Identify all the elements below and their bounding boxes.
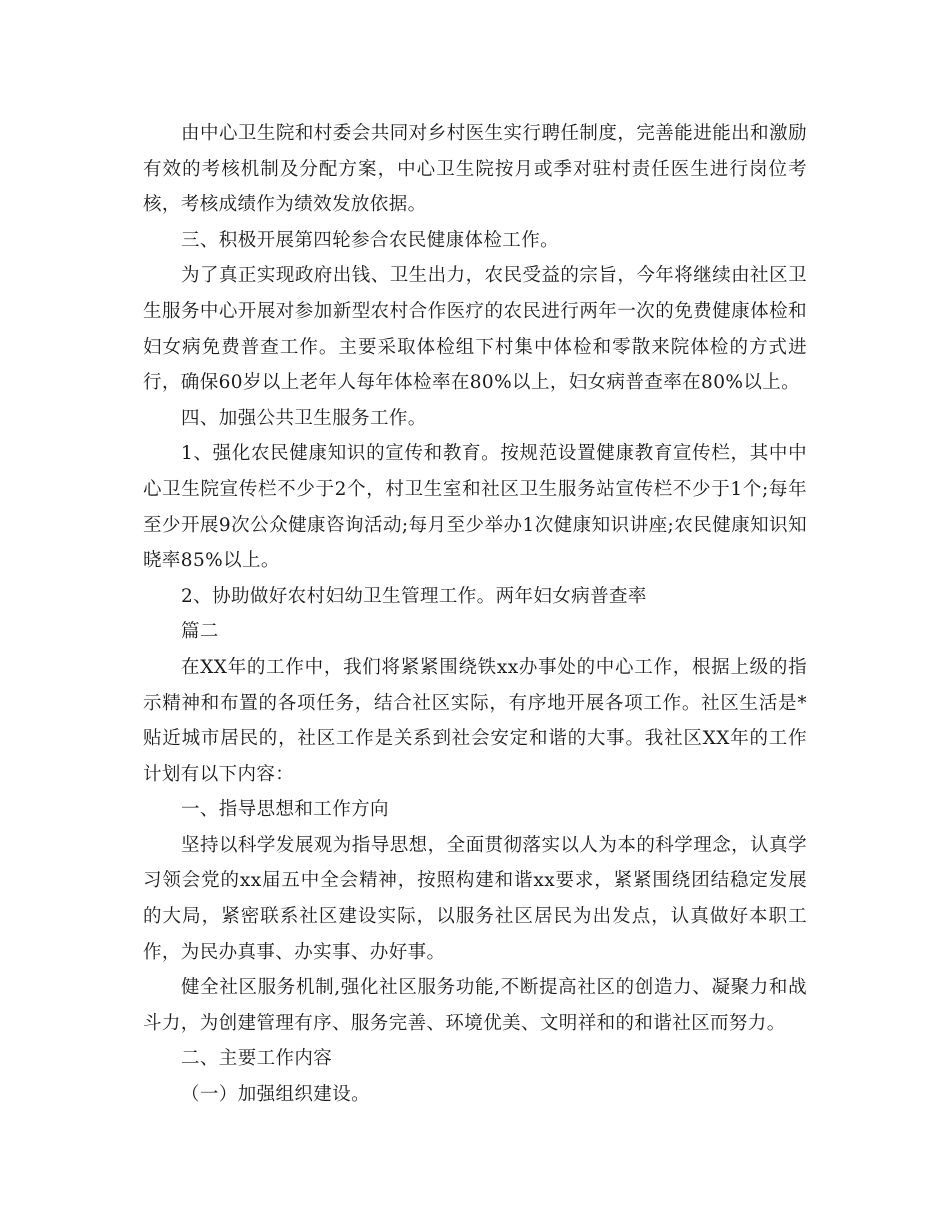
paragraph-service-mechanism: 健全社区服务机制,强化社区服务功能,不断提高社区的创造力、凝聚力和战斗力，为创建管理有序、服务完善、环境优美、文明祥和的和谐社区而努力。 xyxy=(143,977,807,1034)
heading-health-checkup: 三、积极开展第四轮参合农民健康体检工作。 xyxy=(181,229,560,251)
paragraph-health-education: 1、强化农民健康知识的宣传和教育。按规范设置健康教育宣传栏，其中中心卫生院宣传栏不少于2个，村卫生室和社区卫生服务站宣传栏不少于1个;每年至少开展9次公众健康咨询活动;每月至少举办1次健康知识讲座;农民健康知识知晓率85%以上。 xyxy=(143,443,807,572)
paragraph-appointment-system: 由中心卫生院和村委会共同对乡村医生实行聘任制度，完善能进能出和激励有效的考核机制及分配方案，中心卫生院按月或季对驻村责任医生进行岗位考核，考核成绩作为绩效发放依据。 xyxy=(143,123,807,216)
heading-organization: （一）加强组织建设。 xyxy=(181,1084,371,1106)
paragraph-maternal-child: 2、协助做好农村妇幼卫生管理工作。两年妇女病普查率 xyxy=(181,585,647,607)
document-body xyxy=(143,116,807,1113)
heading-main-work: 二、主要工作内容 xyxy=(181,1048,333,1070)
section-title-part-two: 篇二 xyxy=(181,621,219,643)
heading-public-health: 四、加强公共卫生服务工作。 xyxy=(181,407,427,429)
paragraph-guiding-thought: 坚持以科学发展观为指导思想，全面贯彻落实以人为本的科学理念，认真学习领会党的xx届五中全会精神，按照构建和谐xx要求，紧紧围绕团结稳定发展的大局，紧密联系社区建设实际，以服务社区居民为出发点，认真做好本职工作，为民办真事、办实事、办好事。 xyxy=(143,834,807,963)
heading-guiding-thought: 一、指导思想和工作方向 xyxy=(181,799,389,821)
paragraph-health-checkup: 为了真正实现政府出钱、卫生出力，农民受益的宗旨，今年将继续由社区卫生服务中心开展对参加新型农村合作医疗的农民进行两年一次的免费健康体检和妇女病免费普查工作。主要采取体检组下村集中体检和零散来院体检的方式进行，确保60岁以上老年人每年体检率在80%以上，妇女病普查率在80%以上。 xyxy=(143,265,807,394)
paragraph-intro-part-two: 在XX年的工作中，我们将紧紧围绕铁xx办事处的中心工作，根据上级的指示精神和布置的各项任务，结合社区实际，有序地开展各项工作。社区生活是*贴近城市居民的，社区工作是关系到社会安定和谐的大事。我社区XX年的工作计划有以下内容： xyxy=(143,656,807,785)
